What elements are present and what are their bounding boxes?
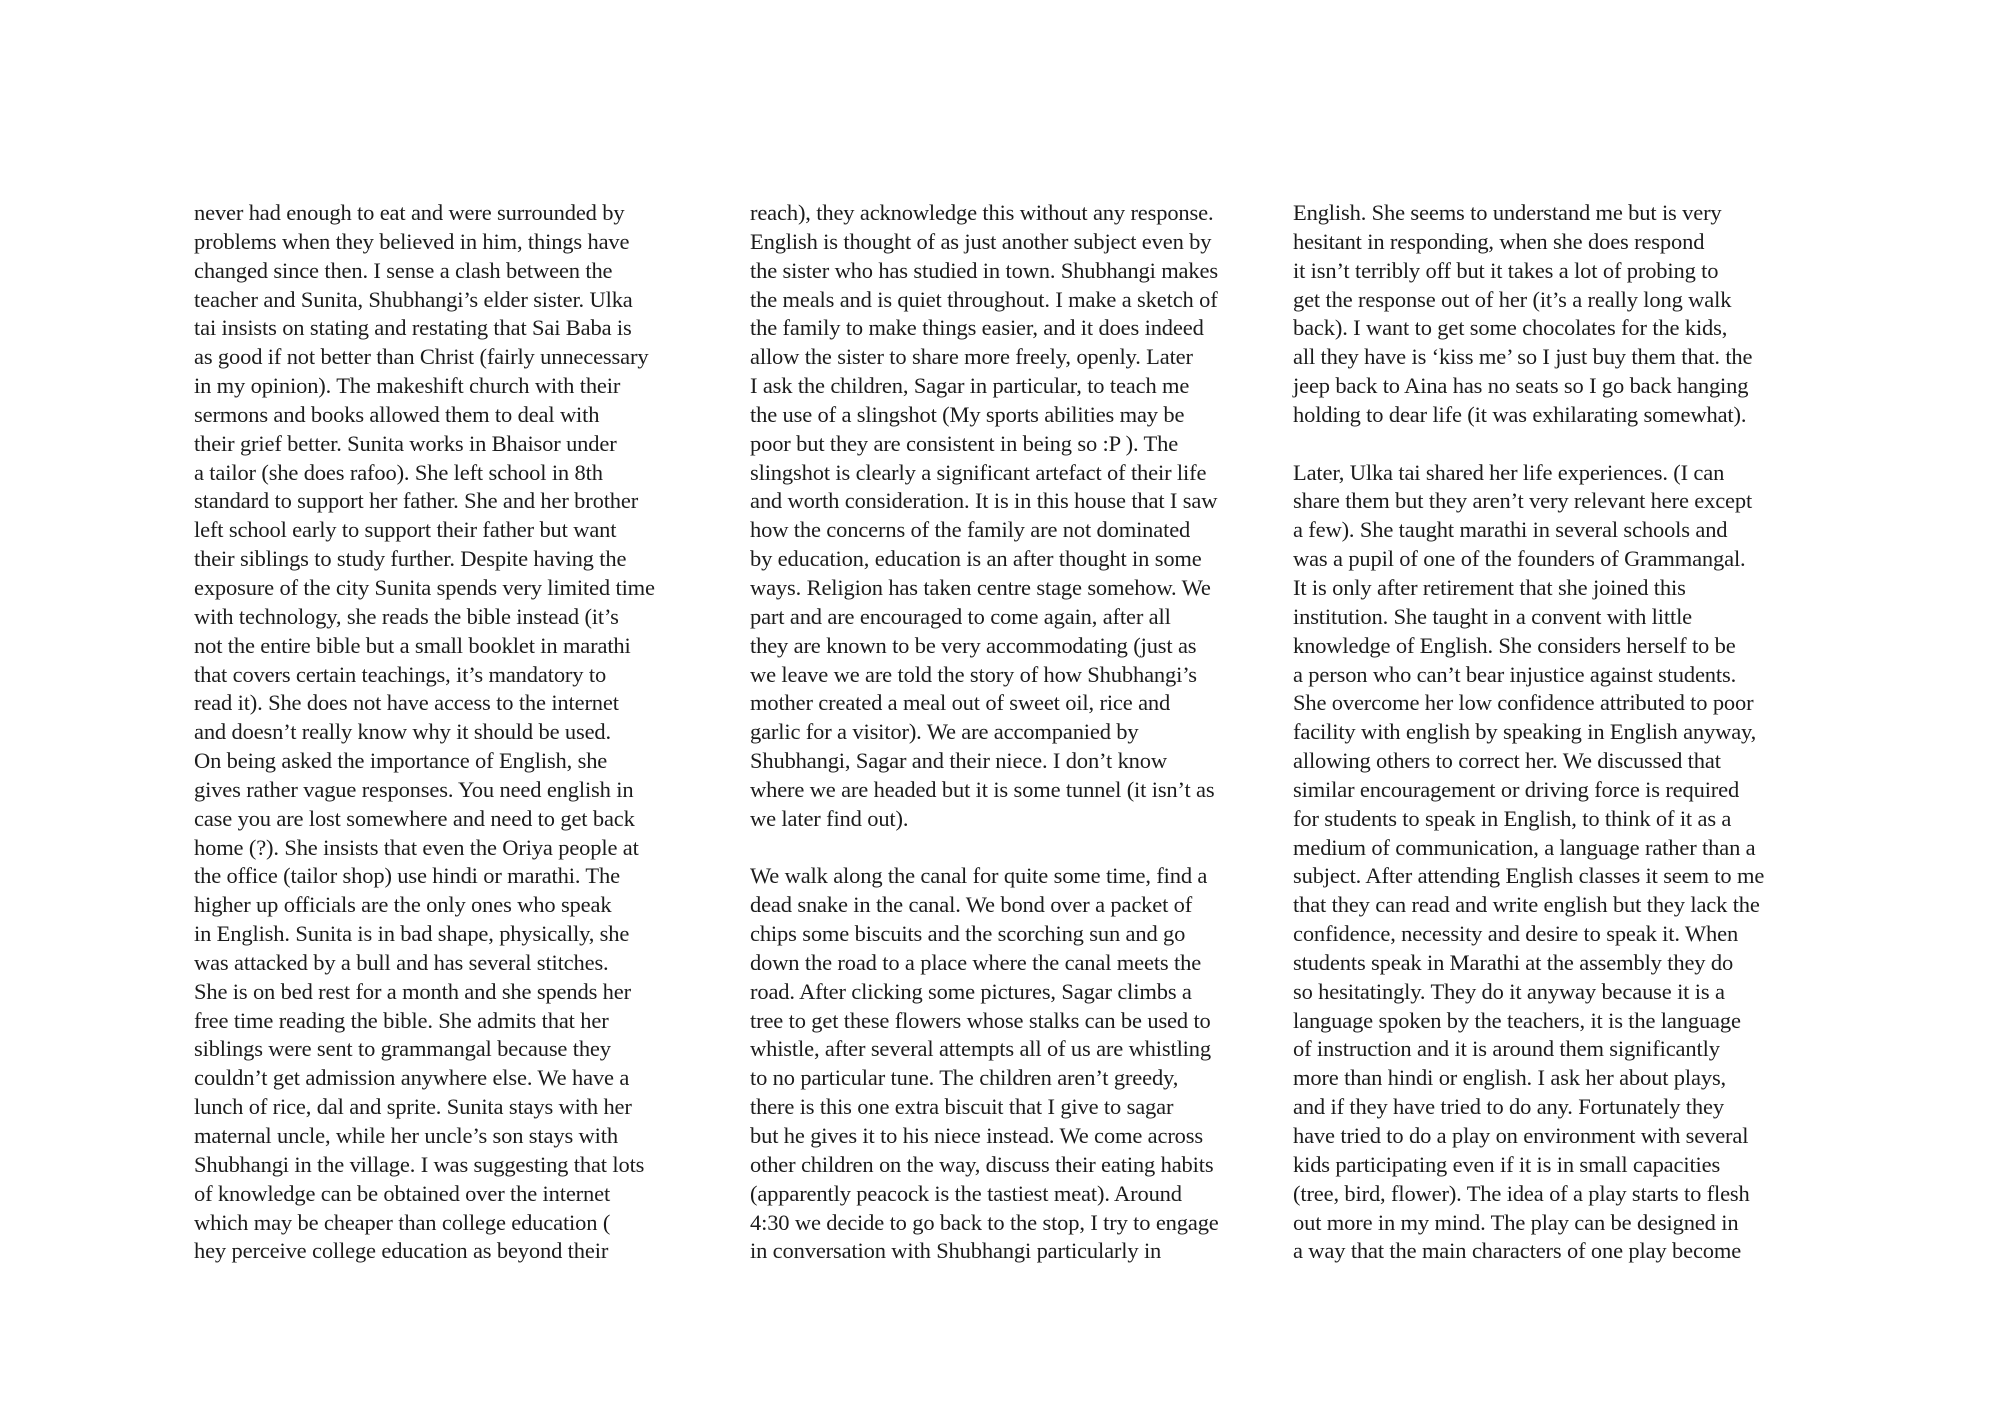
text-line: exposure of the city Sunita spends very limited time (194, 574, 655, 600)
text-line: siblings were sent to grammangal because they (194, 1036, 611, 1062)
text-line: and doesn’t really know why it should be used. (194, 719, 611, 745)
text-line: gives rather vague responses. You need english in (194, 776, 634, 802)
text-line: the meals and is quiet throughout. I make a sketch of (750, 286, 1218, 312)
text-line: as good if not better than Christ (fairly unnecessary (194, 344, 649, 370)
text-line: was attacked by a bull and has several stitches. (194, 949, 609, 975)
text-line: Later, Ulka tai shared her life experiences. (I can (1293, 459, 1725, 485)
text-line: reach), they acknowledge this without any response. (750, 200, 1214, 225)
text-line: problems when they believed in him, things have (194, 228, 630, 254)
text-line: was a pupil of one of the founders of Grammangal. (1293, 546, 1746, 572)
text-line: they are known to be very accommodating (just as (750, 632, 1197, 658)
text-line: the use of a slingshot (My sports abilities may be (750, 401, 1185, 427)
text-line: free time reading the bible. She admits that her (194, 1007, 609, 1033)
text-line: lunch of rice, dal and sprite. Sunita stays with her (194, 1094, 632, 1120)
text-line: medium of communication, a language rather than a (1293, 834, 1756, 860)
text-line: other children on the way, discuss their eating habits (750, 1151, 1214, 1177)
text-line: out more in my mind. The play can be designed in (1293, 1209, 1739, 1235)
text-line: kids participating even if it is in small capacities (1293, 1151, 1721, 1177)
text-line: institution. She taught in a convent with little (1293, 603, 1693, 629)
text-line: allow the sister to share more freely, openly. Later (750, 344, 1193, 370)
text-line: for students to speak in English, to think of it as a (1293, 805, 1732, 831)
text-line: case you are lost somewhere and need to get back (194, 805, 635, 831)
text-line: of knowledge can be obtained over the internet (194, 1180, 611, 1206)
text-line: and if they have tried to do any. Fortunately they (1293, 1094, 1724, 1120)
text-line: read it). She does not have access to the internet (194, 690, 619, 716)
text-line: we leave we are told the story of how Shubhangi’s (750, 661, 1197, 687)
text-line: home (?). She insists that even the Oriya people at (194, 834, 639, 860)
text-line: in conversation with Shubhangi particularly in (750, 1238, 1162, 1264)
text-line: English. She seems to understand me but is very (1293, 200, 1722, 225)
text-line: share them but they aren’t very relevant here except (1293, 488, 1753, 514)
paragraph-break (750, 834, 1270, 863)
text-line: it isn’t terribly off but it takes a lot of probing to (1293, 257, 1719, 283)
text-line: facility with english by speaking in English anyway, (1293, 719, 1757, 745)
text-line: I ask the children, Sagar in particular, to teach me (750, 373, 1190, 399)
text-line: standard to support her father. She and her brother (194, 488, 639, 514)
text-line: similar encouragement or driving force is required (1293, 776, 1740, 802)
text-line: all they have is ‘kiss me’ so I just buy them that. the (1293, 344, 1753, 370)
text-line: the family to make things easier, and it does indeed (750, 315, 1204, 341)
text-line: back). I want to get some chocolates for the kids, (1293, 315, 1728, 341)
text-line: garlic for a visitor). We are accompanied by (750, 719, 1139, 745)
text-line: It is only after retirement that she joined this (1293, 574, 1686, 600)
text-line: confidence, necessity and desire to speak it. When (1293, 921, 1739, 947)
text-line: allowing others to correct her. We discussed that (1293, 748, 1721, 774)
text-line: jeep back to Aina has no seats so I go back hanging (1293, 373, 1749, 399)
text-line: part and are encouraged to come again, after all (750, 603, 1171, 629)
text-line: down the road to a place where the canal meets the (750, 949, 1202, 975)
text-column-1 (194, 199, 714, 1266)
text-line: hesitant in responding, when she does respond (1293, 228, 1705, 254)
text-line: but he gives it to his niece instead. We come across (750, 1123, 1203, 1148)
text-line: couldn’t get admission anywhere else. We have a (194, 1065, 630, 1091)
text-line: She is on bed rest for a month and she spends her (194, 978, 631, 1004)
text-line: tai insists on stating and restating that Sai Baba is (194, 315, 632, 341)
text-line: Shubhangi, Sagar and their niece. I don’t know (750, 748, 1167, 774)
text-line: sermons and books allowed them to deal with (194, 401, 600, 427)
text-line: the office (tailor shop) use hindi or marathi. The (194, 863, 620, 889)
text-line: where we are headed but it is some tunnel (it isn’t as (750, 776, 1215, 802)
text-line: a way that the main characters of one play become (1293, 1238, 1742, 1264)
paragraph-break (1293, 430, 1823, 459)
text-line: mother created a meal out of sweet oil, rice and (750, 690, 1171, 716)
text-line: their siblings to study further. Despite having the (194, 546, 627, 572)
text-line: we later find out). (750, 805, 909, 831)
text-line: students speak in Marathi at the assembly they do (1293, 949, 1734, 975)
text-line: changed since then. I sense a clash between the (194, 257, 613, 283)
text-line: in English. Sunita is in bad shape, physically, she (194, 921, 630, 947)
text-line: Shubhangi in the village. I was suggesting that lots (194, 1151, 645, 1177)
text-line: knowledge of English. She considers herself to be (1293, 632, 1736, 658)
text-line: to no particular tune. The children aren’t greedy, (750, 1065, 1179, 1091)
text-line: their grief better. Sunita works in Bhaisor under (194, 430, 617, 456)
text-line: teacher and Sunita, Shubhangi’s elder sister. Ulka (194, 286, 633, 312)
text-line: maternal uncle, while her uncle’s son stays with (194, 1123, 618, 1148)
text-line: and worth consideration. It is in this house that I saw (750, 488, 1218, 514)
text-column-2 (750, 199, 1270, 1266)
text-line: chips some biscuits and the scorching sun and go (750, 921, 1186, 947)
text-line: not the entire bible but a small booklet in marathi (194, 632, 631, 658)
text-line: by education, education is an after thought in some (750, 546, 1202, 572)
text-line: of instruction and it is around them significantly (1293, 1036, 1720, 1062)
text-line: holding to dear life (it was exhilarating somewhat). (1293, 401, 1747, 427)
text-line: English is thought of as just another subject even by (750, 228, 1212, 254)
text-line: 4:30 we decide to go back to the stop, I try to engage (750, 1209, 1219, 1235)
text-line: poor but they are consistent in being so :P ). The (750, 430, 1179, 456)
text-line: higher up officials are the only ones who speak (194, 892, 612, 918)
text-line: with technology, she reads the bible instead (it’s (194, 603, 619, 629)
text-line: never had enough to eat and were surrounded by (194, 200, 625, 225)
text-line: how the concerns of the family are not dominated (750, 517, 1191, 543)
text-line: subject. After attending English classes it seem to me (1293, 863, 1765, 889)
text-line: that they can read and write english but they lack the (1293, 892, 1760, 918)
text-line: (apparently peacock is the tastiest meat). Around (750, 1180, 1182, 1206)
text-line: a few). She taught marathi in several schools and (1293, 517, 1728, 543)
text-line: which may be cheaper than college education ( (194, 1209, 611, 1235)
text-line: We walk along the canal for quite some time, find a (750, 863, 1208, 889)
text-line: get the response out of her (it’s a really long walk (1293, 286, 1732, 312)
text-line: so hesitatingly. They do it anyway because it is a (1293, 978, 1725, 1004)
text-line: On being asked the importance of English, she (194, 748, 608, 774)
text-line: the sister who has studied in town. Shubhangi makes (750, 257, 1218, 283)
text-line: a person who can’t bear injustice against students. (1293, 661, 1737, 687)
text-line: more than hindi or english. I ask her about plays, (1293, 1065, 1727, 1091)
text-line: left school early to support their father but want (194, 517, 617, 543)
text-line: a tailor (she does rafoo). She left school in 8th (194, 459, 603, 485)
text-line: road. After clicking some pictures, Sagar climbs a (750, 978, 1192, 1004)
text-line: dead snake in the canal. We bond over a packet of (750, 892, 1193, 918)
text-line: tree to get these flowers whose stalks can be used to (750, 1007, 1211, 1033)
text-line: have tried to do a play on environment with several (1293, 1123, 1749, 1148)
text-line: language spoken by the teachers, it is the language (1293, 1007, 1741, 1033)
text-line: that covers certain teachings, it’s mandatory to (194, 661, 607, 687)
text-column-3 (1293, 199, 1823, 1266)
text-line: (tree, bird, flower). The idea of a play starts to flesh (1293, 1180, 1750, 1206)
text-line: there is this one extra biscuit that I give to sagar (750, 1094, 1174, 1120)
text-line: slingshot is clearly a significant artefact of their life (750, 459, 1207, 485)
text-line: She overcome her low confidence attributed to poor (1293, 690, 1754, 716)
text-line: hey perceive college education as beyond their (194, 1238, 609, 1264)
text-line: in my opinion). The makeshift church with their (194, 373, 621, 399)
text-line: ways. Religion has taken centre stage somehow. We (750, 574, 1211, 600)
text-line: whistle, after several attempts all of us are whistling (750, 1036, 1211, 1062)
